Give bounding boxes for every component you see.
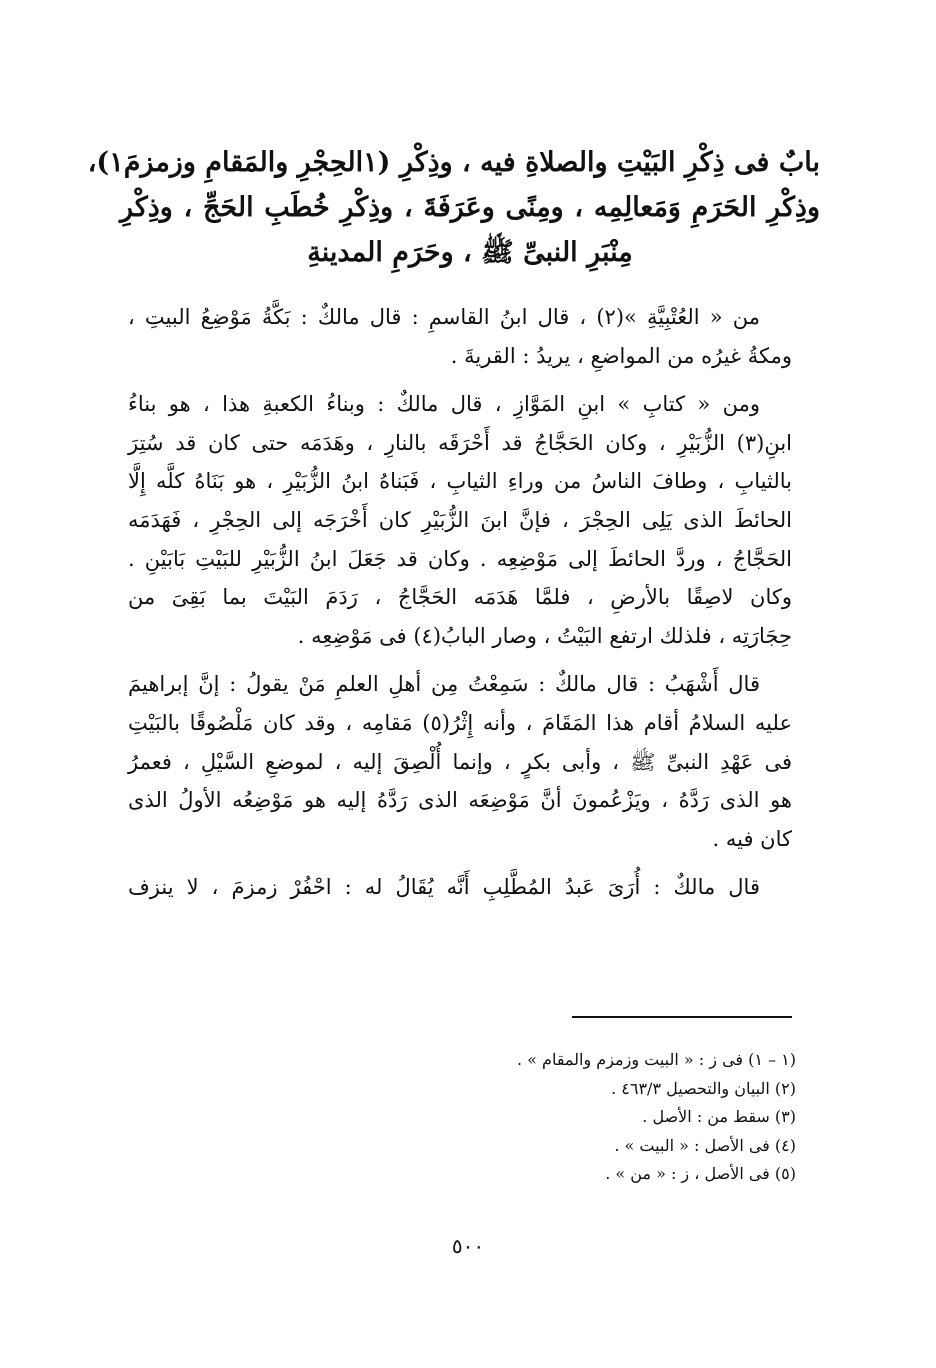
footnote: (٥) فى الأصل ، ز : « من » . [605, 1164, 796, 1183]
paragraph [128, 385, 792, 655]
footnote: (٤) فى الأصل : « البيت » . [614, 1135, 796, 1155]
text-line: الحائطَ الذى يَلِى الحِجْرَ ، فإنَّ ابنَ الزُّبَيْرِ كان أَخْرَجَه إلى الحِجْرِ ، فَهَدَمَه [128, 507, 792, 532]
text-line: هو الذى رَدَّهُ ، ويَزْعُمونَ أنَّ مَوْضِعَه الذى رَدَّهُ إليه هو مَوْضِعُه الأولُ الذى [128, 788, 792, 813]
footnotes [300, 1046, 796, 1189]
footnote: (٣) سقط من : الأصل . [642, 1107, 796, 1126]
text-line: وكان لاصِقًا بالأرضِ ، فلمَّا هَدَمَه الحَجَّاجُ ، رَدَمَ البَيْتَ بما بَقِىَ من [128, 585, 792, 610]
text-line: حِجَارَتِه ، فلذلك ارتفع البَيْتُ ، وصار البابُ(٤) فى مَوْضِعِه . [297, 623, 792, 648]
text-line: الحَجَّاجُ ، وردَّ الحائطَ إلى مَوْضِعِه . وكان قد جَعَلَ ابنُ الزُّبَيْرِ للبَيْتِ بَابَيْنِ . [128, 546, 792, 571]
footnote-divider [572, 1016, 792, 1018]
footnote: (٢) البيان والتحصيل ٤٦٣/٣ . [611, 1078, 796, 1098]
main-text [128, 298, 792, 917]
page-number: ٥٠٠ [451, 1234, 485, 1258]
text-line: كان فيه . [712, 826, 792, 851]
paragraph [128, 868, 792, 907]
heading-line: بابٌ فى ذِكْرِ البَيْتِ والصلاةِ فيه ، وذِكْرِ (١الحِجْرِ والمَقامِ وزمزمَ١)، [87, 147, 820, 178]
text-line: ابنِ(٣) الزُّبَيْرِ ، وكان الحَجَّاجُ قد أَحْرَقَه بالنارِ ، وهَدَمَه حتى كان قد سُتِرَ [128, 430, 792, 455]
heading-line: مِنْبَرِ النبىِّ ﷺ ، وحَرَمِ المدينةِ [307, 237, 633, 268]
paragraph [128, 298, 792, 375]
text-line: ومن « كتابِ » ابنِ المَوَّازِ ، قال مالكٌ : وبناءُ الكعبةِ هذا ، هو بناءُ [128, 392, 760, 417]
chapter-heading [87, 140, 820, 275]
text-line: بالثيابِ ، وطافَ الناسُ من وراءِ الثيابِ ، فَبَناهُ ابنُ الزُّبَيْرِ ، هو بَنَاهُ كلَّه إِلَّا [128, 469, 792, 494]
text-line: قال أَشْهَبُ : قال مالكٌ : سَمِعْتُ مِن أهلِ العلمِ مَنْ يقولُ : إنَّ إبراهيمَ [128, 672, 760, 697]
footnote: (١ – ١) فى ز : « البيت وزمزم والمقام » . [516, 1050, 796, 1069]
text-line: ومكةُ غيرُه من المواضعِ ، يريدُ : القريةَ . [450, 343, 792, 368]
heading-line: وذِكْرِ الحَرَمِ وَمَعالِمِه ، ومِنًى وعَرَفَةَ ، وذِكْرِ خُطَبِ الحَجِّ ، وذِكْرِ [120, 192, 820, 223]
text-line: قال مالكٌ : أُرَىَ عَبدُ المُطَّلِبِ أَنَّه يُقَالُ له : احْفُرْ زمزمَ ، لا ينزف [128, 875, 760, 900]
text-line: فى عَهْدِ النبىِّ ﷺ ، وأبى بكرٍ ، وإنما أُلْصِقَ إليه ، لموضعِ السَّيْلِ ، فعمرُ [128, 749, 792, 774]
paragraph [128, 665, 792, 858]
text-line: عليه السلامُ أقام هذا المَقَامَ ، وأنه إِثْرُ(٥) مَقامِه ، وقد كان مَلْصُوقًا بالبَيْتِ [128, 710, 792, 735]
text-line: من « العُتْبِيَّةِ »(٢) ، قال ابنُ القاسمِ : قال مالكٌ : بَكَّةُ مَوْضِعُ البيتِ ، [128, 305, 760, 329]
